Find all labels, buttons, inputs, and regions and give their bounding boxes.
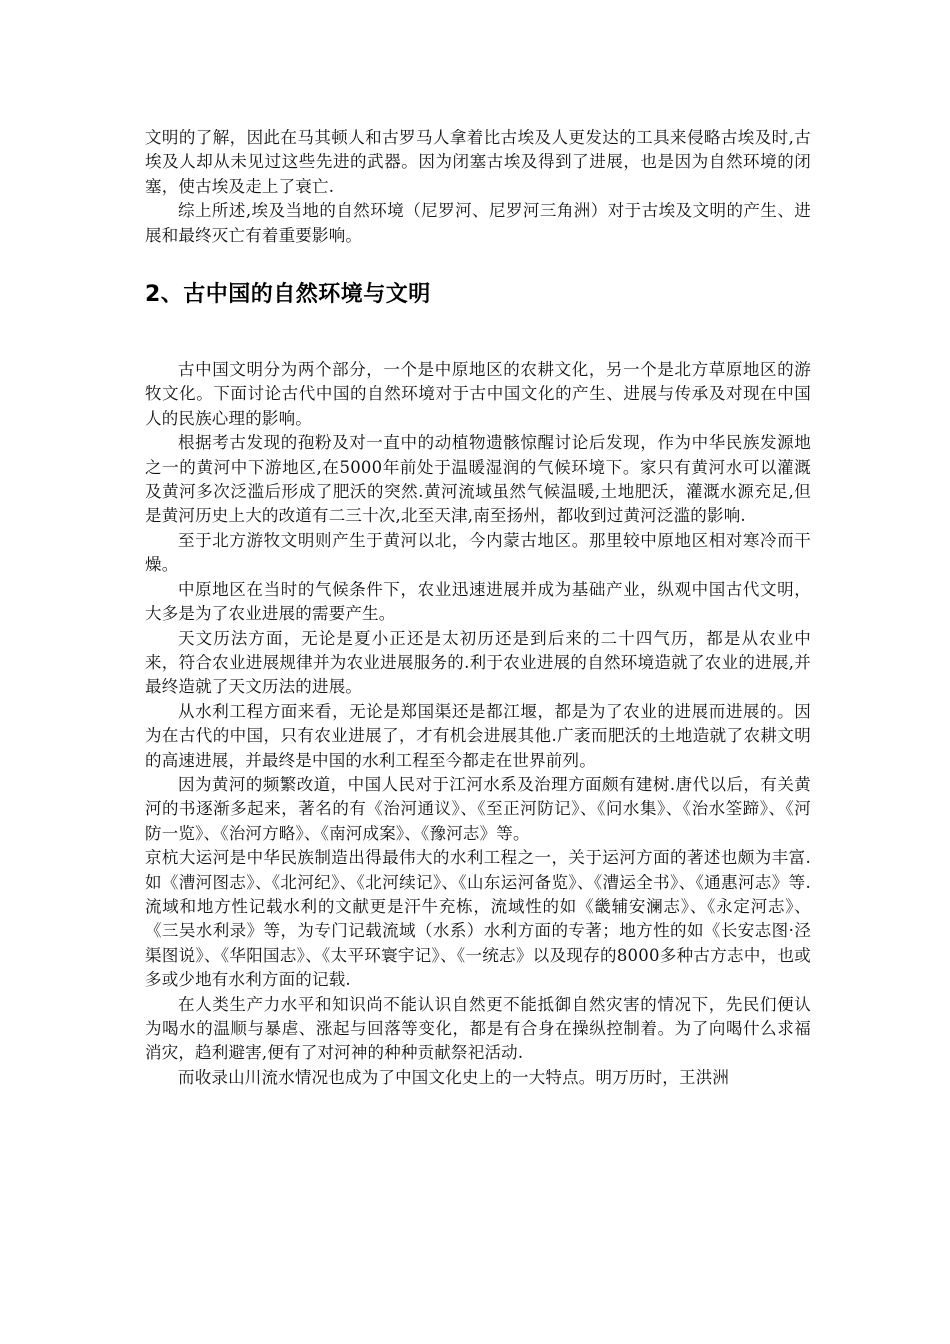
grand-canal-paragraph: 京杭大运河是中华民族制造出得最伟大的水利工程之一，关于运河方面的著述也颇为丰富.如《漕河图志》、《北河纪》、《北河续记》、《山东运河备览》、《漕运全书》、《通惠河志》等.流域和地方性记载水利的文献更是汗牛充栋，流域性的如《畿辅安澜志》、《永定河志》、《三吴水利录》等，为专门记载流域（水系）水利方面的专著；地方性的如《长安志图·泾渠图说》、《华阳国志》、《太平环寰宇记》、《一统志》以及现存的8000多种古方志中，也或多或少地有水利方面的记载.	[145, 848, 811, 990]
intro-paragraph-2: 综上所述,埃及当地的自然环境（尼罗河、尼罗河三角洲）对于古埃及文明的产生、进展和最终灭亡有着重要影响。	[145, 201, 811, 245]
section-paragraph-7: 因为黄河的频繁改道，中国人民对于江河水系及治理方面颇有建树.唐代以后，有关黄河的书逐渐多起来，著名的有《治河通议》、《至正河防记》、《问水集》、《治水筌蹄》、《河防一览》、《治河方略》、《南河成案》、《豫河志》等。	[145, 774, 811, 843]
intro-paragraph-1: 文明的了解，因此在马其顿人和古罗马人拿着比古埃及人更发达的工具来侵略古埃及时,古埃及人却从未见过这些先进的武器。因为闭塞古埃及得到了进展，也是因为自然环境的闭塞，使古埃及走上了衰亡.	[145, 128, 811, 196]
section-paragraph-4: 中原地区在当时的气候条件下，农业迅速进展并成为基础产业，纵观中国古代文明，大多是为了农业进展的需要产生。	[145, 579, 811, 624]
section-paragraph-5: 天文历法方面，无论是夏小正还是太初历还是到后来的二十四气历，都是从农业中来，符合农业进展规律并为农业进展服务的.利于农业进展的自然环境造就了农业的进展,并最终造就了天文历法的进展。	[145, 628, 811, 697]
document-page	[145, 126, 811, 1090]
section-paragraph-3: 至于北方游牧文明则产生于黄河以北，今内蒙古地区。那里较中原地区相对寒冷而干燥。	[145, 530, 811, 575]
section-paragraph-1: 古中国文明分为两个部分，一个是中原地区的农耕文化，另一个是北方草原地区的游牧文化。下面讨论古代中国的自然环境对于古中国文化的产生、进展与传承及对现在中国人的民族心理的影响。	[145, 360, 811, 428]
section-paragraph-2: 根据考古发现的孢粉及对一直中的动植物遗骸惊醒讨论后发现，作为中华民族发源地之一的黄河中下游地区,在5000年前处于温暖湿润的气候环境下。家只有黄河水可以灌溉及黄河多次泛滥后形成了肥沃的突然.黄河流域虽然气候温暖,土地肥沃，灌溉水源充足,但是黄河历史上大的改道有二三十次,北至天津,南至扬州，都收到过黄河泛滥的影响.	[145, 433, 811, 526]
section-paragraph-6: 从水利工程方面来看，无论是郑国渠还是都江堰，都是为了农业的进展而进展的。因为在古代的中国，只有农业进展了，才有机会进展其他.广袤而肥沃的土地造就了农耕文明的高速进展，并最终是中国的水利工程至今都走在世界前列。	[145, 701, 811, 770]
section-heading: 2、古中国的自然环境与文明	[145, 282, 431, 308]
closing-paragraph-2: 而收录山川流水情况也成为了中国文化史上的一大特点。明万历时，王洪洲	[178, 1067, 730, 1087]
closing-paragraph-1: 在人类生产力水平和知识尚不能认识自然更不能抵御自然灾害的情况下，先民们便认为喝水的温顺与暴虐、涨起与回落等变化，都是有合身在操纵控制着。为了向喝什么求福消灾，趋利避害,便有了对河神的种种贡献祭祀活动.	[145, 994, 811, 1063]
